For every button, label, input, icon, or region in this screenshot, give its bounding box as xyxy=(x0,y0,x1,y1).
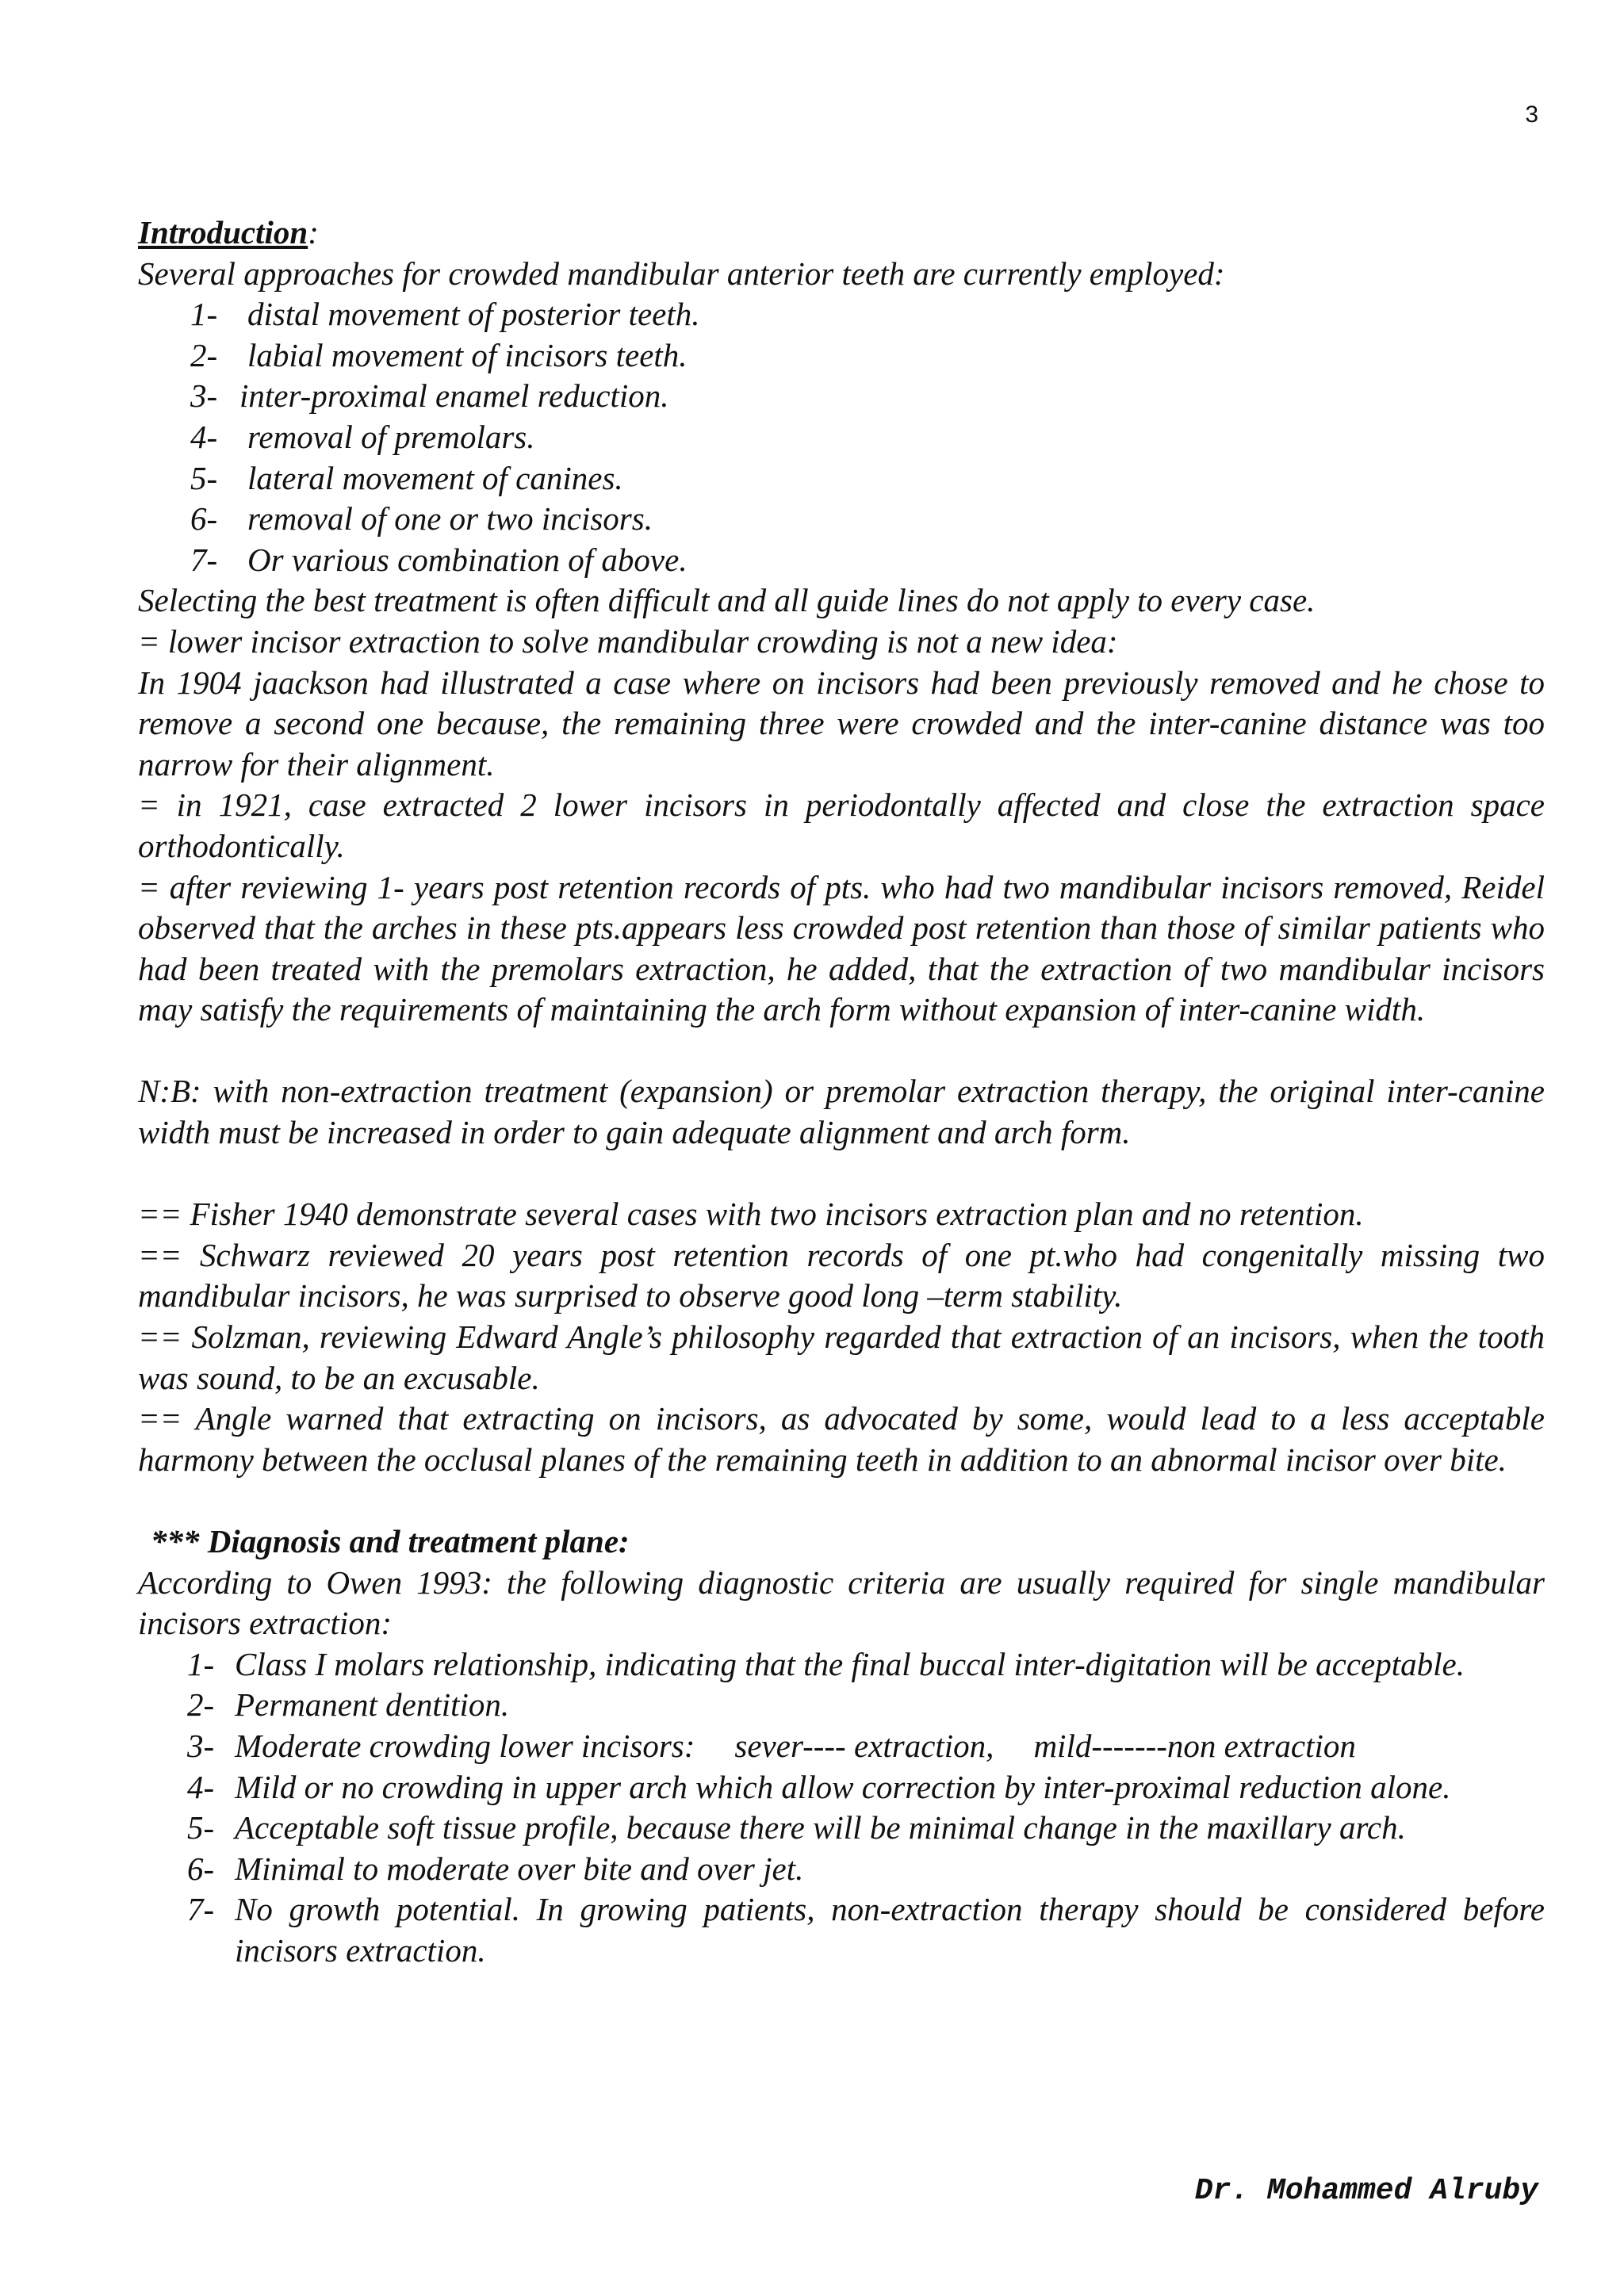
list-item-number: 4- xyxy=(187,1768,215,1805)
list-item-text: removal of one or two incisors. xyxy=(247,500,653,538)
paragraph-reidel: = after reviewing 1- years post retention records of pts. who had two mandibular incisors removed, Reidel observed that the arches in these pts.appears less crowded post retention than those of similar patients who had been treated with the premolars extraction, he added, that the extraction of two mandibular incisors may satisfy the requirements of maintaining the arch form without expansion of inter-canine width. xyxy=(138,868,1545,1028)
list-item-text: Minimal to moderate over bite and over jet. xyxy=(235,1850,804,1887)
list-item xyxy=(138,335,1545,377)
list-item-text-severe: sever---- extraction, xyxy=(734,1727,994,1764)
paragraph-solzman: == Solzman, reviewing Edward Angle’s philosophy regarded that extraction of an incisors, when the tooth was sound, to be an excusable. xyxy=(138,1318,1545,1396)
list-item-number: 2- xyxy=(187,1686,215,1724)
list-item-number: 6- xyxy=(187,1850,215,1887)
criteria-list xyxy=(138,1644,1545,1972)
diagnosis-lead: According to Owen 1993: the following diagnostic criteria are usually required for single mandibular incisors extraction: xyxy=(138,1563,1545,1642)
list-item xyxy=(138,1767,1545,1808)
list-item xyxy=(138,1889,1545,1971)
list-item-number: 5- xyxy=(190,459,218,496)
diagnosis-heading: *** Diagnosis and treatment plane: xyxy=(151,1523,630,1559)
list-item-text-main: Moderate crowding lower incisors: xyxy=(235,1727,695,1764)
list-item-number: 1- xyxy=(190,296,218,333)
list-item xyxy=(138,458,1545,499)
list-item-text: labial movement of incisors teeth. xyxy=(247,336,688,373)
paragraph-nb: N:B: with non-extraction treatment (expansion) or premolar extraction therapy, the original inter-canine width must be increased in order to gain adequate alignment and arch form. xyxy=(138,1073,1545,1151)
list-item-text xyxy=(235,1726,1545,1767)
list-item-number: 3- xyxy=(187,1727,215,1764)
list-item-text-mild: mild-------non extraction xyxy=(1033,1727,1356,1764)
list-item-text: Or various combination of above. xyxy=(247,541,688,578)
page-number: 3 xyxy=(1525,101,1538,128)
list-item-text: lateral movement of canines. xyxy=(247,459,623,496)
paragraph-angle: == Angle warned that extracting on incisors, as advocated by some, would lead to a less acceptable harmony between the occlusal planes of the remaining teeth in addition to an abnormal incisor over bite. xyxy=(138,1400,1545,1478)
list-item xyxy=(138,1808,1545,1849)
list-item-text: removal of premolars. xyxy=(247,418,535,455)
list-item xyxy=(138,1644,1545,1686)
spacer xyxy=(138,1031,1545,1072)
list-item-number: 6- xyxy=(190,500,218,538)
list-item-text: Class I molars relationship, indicating that the final buccal inter-digitation will be acceptable. xyxy=(235,1645,1465,1682)
list-item-number: 2- xyxy=(190,336,218,373)
paragraph-1921: = in 1921, case extracted 2 lower incisors in periodontally affected and close the extraction space orthodontically. xyxy=(138,786,1545,864)
paragraph-1904: In 1904 jaackson had illustrated a case where on incisors had been previously removed and he chose to remove a second one because, the remaining three were crowded and the inter-canine distance was too narrow for their alignment. xyxy=(138,664,1545,783)
introduction-heading-text: Introduction xyxy=(138,214,308,251)
spacer xyxy=(138,1154,1545,1195)
list-item-text: Acceptable soft tissue profile, because there will be minimal change in the maxillary arch. xyxy=(235,1809,1406,1846)
list-item-number: 1- xyxy=(187,1645,215,1682)
document-body xyxy=(138,212,1545,1972)
list-item-text: Permanent dentition. xyxy=(235,1686,510,1724)
introduction-heading xyxy=(138,212,1545,254)
list-item-text: Mild or no crowding in upper arch which allow correction by inter-proximal reduction alone. xyxy=(235,1768,1451,1805)
list-item xyxy=(138,1849,1545,1890)
list-item-number: 7- xyxy=(187,1891,215,1928)
list-item-number: 5- xyxy=(187,1809,215,1846)
list-item xyxy=(138,540,1545,581)
list-item xyxy=(138,417,1545,458)
list-item-text: distal movement of posterior teeth. xyxy=(247,296,700,333)
paragraph-selecting: Selecting the best treatment is often difficult and all guide lines do not apply to every case. xyxy=(138,582,1316,619)
list-item xyxy=(138,376,1545,417)
list-item xyxy=(138,1685,1545,1726)
introduction-lead: Several approaches for crowded mandibular anterior teeth are currently employed: xyxy=(138,254,1225,292)
list-item-number: 3- xyxy=(190,377,218,415)
list-item xyxy=(138,499,1545,540)
approaches-list xyxy=(138,294,1545,580)
list-item-number: 7- xyxy=(190,541,218,578)
list-item-number: 4- xyxy=(190,418,218,455)
introduction-heading-colon: : xyxy=(308,214,319,251)
list-item-text: No growth potential. In growing patients, non-extraction therapy should be considered before incisors extraction. xyxy=(235,1891,1545,1969)
list-item-text: inter-proximal enamel reduction. xyxy=(239,377,669,415)
author-signature: Dr. Mohammed Alruby xyxy=(1194,2174,1538,2208)
paragraph-fisher: == Fisher 1940 demonstrate several cases with two incisors extraction plan and no retention. xyxy=(138,1196,1364,1233)
paragraph-schwarz: == Schwarz reviewed 20 years post retention records of one pt.who had congenitally missing two mandibular incisors, he was surprised to observe good long –term stability. xyxy=(138,1236,1545,1314)
spacer xyxy=(138,1480,1545,1521)
list-item xyxy=(138,1726,1545,1767)
list-item xyxy=(138,294,1545,335)
paragraph-lower-incisor: = lower incisor extraction to solve mandibular crowding is not a new idea: xyxy=(138,622,1118,660)
